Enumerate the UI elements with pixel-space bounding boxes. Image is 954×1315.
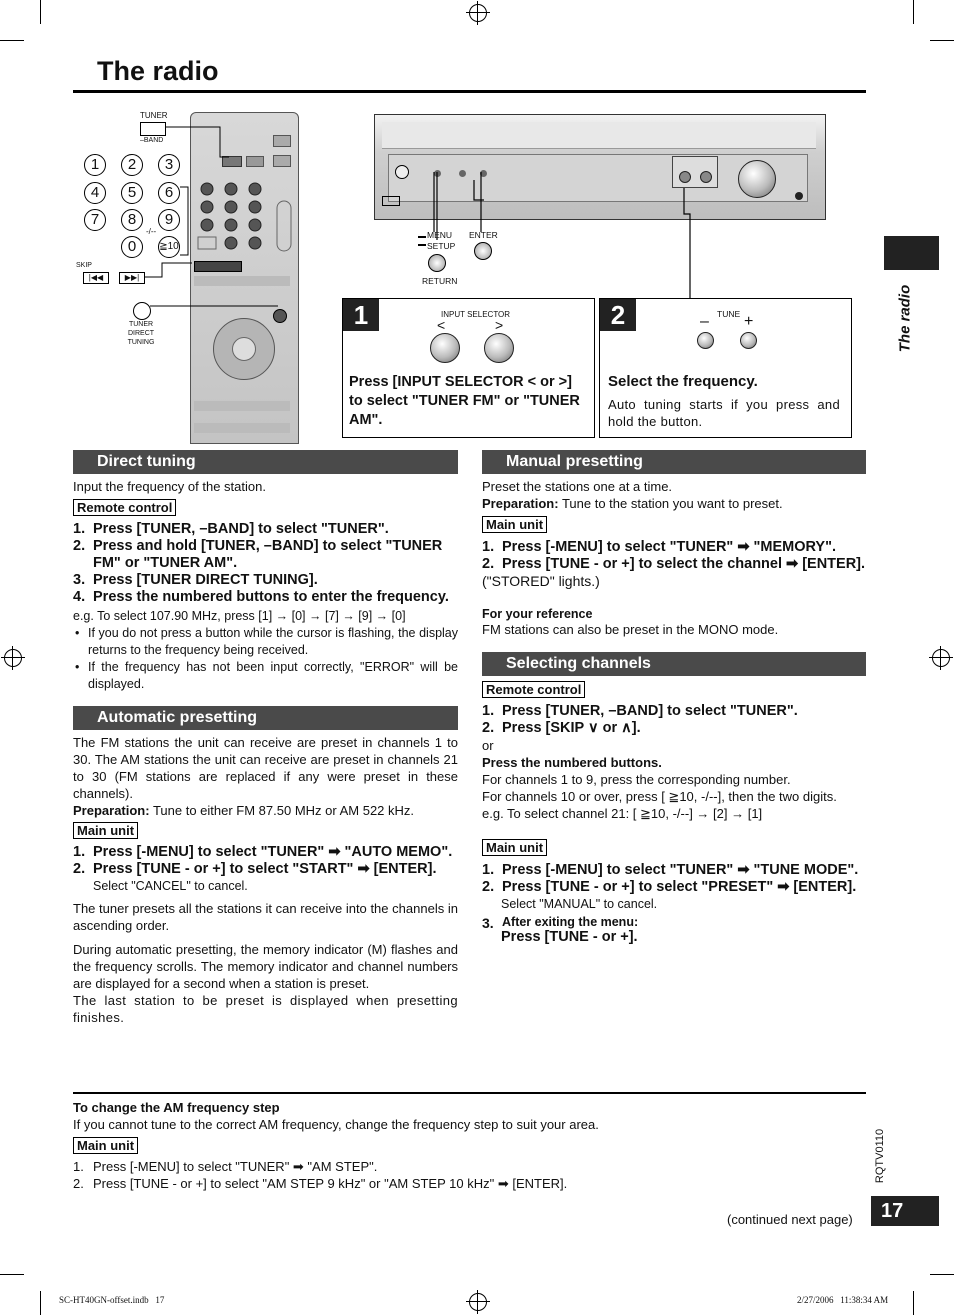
remote-enter-button[interactable] [232, 337, 256, 361]
direct-tuning-example: e.g. To select 107.90 MHz, press [1] → [0] → [7] → [9] → [0] [73, 609, 406, 623]
direct-tuning-intro: Input the frequency of the station. [73, 479, 266, 494]
menu-dash-icon [418, 236, 426, 238]
direct-tuning-step-1: 1. Press [TUNER, –BAND] to select "TUNER". [73, 521, 389, 537]
tune-plus-symbol: + [744, 313, 754, 330]
digit-6-button[interactable]: 6 [158, 182, 180, 204]
remote-button[interactable] [246, 156, 264, 167]
selector-right-symbol: > [495, 317, 504, 333]
remote-effect-row [194, 401, 290, 411]
doc-code: RQTV0110 [874, 1128, 886, 1184]
step-text: Press [TUNE - or +] to select the channel ➡ [ENTER]. [502, 556, 866, 572]
direct-tuning-heading: Direct tuning [73, 450, 458, 474]
crop-mark [40, 1291, 41, 1315]
right-column [482, 450, 866, 946]
remote-transport-row [194, 276, 290, 286]
prep-text: Tune to either FM 87.50 MHz or AM 522 kHz. [149, 802, 415, 818]
digit-9-button[interactable]: 9 [158, 209, 180, 231]
digit-2-button[interactable]: 2 [121, 154, 143, 176]
input-selector-left-knob[interactable] [430, 333, 460, 363]
main-unit-box: Main unit [73, 822, 138, 839]
digit-3-button[interactable]: 3 [158, 154, 180, 176]
step-1-box [342, 298, 595, 438]
manual-presetting-step-1: 1. Press [-MENU] to select "TUNER" ➡ "MEMORY". [482, 539, 836, 555]
auto-presetting-prep [73, 802, 458, 819]
crop-mark [930, 1274, 954, 1275]
crop-mark [0, 40, 24, 41]
power-button[interactable] [395, 165, 409, 179]
step-text: Press [TUNE - or +] to select "PRESET" ➡ [ENTER]. [502, 879, 857, 895]
registration-mark-icon [932, 649, 950, 667]
manual-presetting-heading: Manual presetting [482, 450, 866, 474]
enter-button-icon[interactable] [474, 242, 492, 260]
numbered-line-3: e.g. To select channel 21: [ ≧10, -/--] → [2] → [1] [482, 806, 763, 821]
step-text: Press [SKIP ∨ or ∧]. [502, 720, 641, 736]
selecting-main-step-2: 2. Press [TUNE - or +] to select "PRESET" ➡ [ENTER]. [482, 879, 857, 895]
auto-presetting-heading: Automatic presetting [73, 706, 458, 730]
selecting-step-2: 2. Press [SKIP ∨ or ∧]. [482, 720, 641, 736]
prep-label: Preparation: [482, 496, 559, 511]
tune-plus-button[interactable] [740, 332, 757, 349]
registration-mark-icon [469, 1293, 487, 1311]
tune-label: TUNE [717, 309, 741, 319]
manual-cancel-note: Select "MANUAL" to cancel. [501, 897, 658, 911]
registration-mark-icon [4, 649, 22, 667]
auto-presetting-intro: The FM stations the unit can receive are preset in channels 1 to 30. The AM stations the unit can receive are preset in channels 21 to 30 (FM stations are replaced if any were preset in these channels). [73, 734, 458, 801]
step-text: Press [-MENU] to select "TUNER" ➡ "TUNE MODE". [502, 862, 859, 878]
page-number: 17 [871, 1196, 939, 1226]
footer-date: 2/27/2006 11:38:34 AM [797, 1295, 889, 1305]
auto-presetting-para-2: During automatic presetting, the memory indicator (M) flashes and the frequency scrolls. The memory indicator and channel numbers are displayed for a second when a station is preset. [73, 942, 458, 991]
selector-left-symbol: < [437, 317, 446, 333]
menu-button-icon[interactable] [428, 254, 446, 272]
digit-7-button[interactable]: 7 [84, 209, 106, 231]
direct-tuning-step-3: 3. Press [TUNER DIRECT TUNING]. [73, 572, 318, 588]
setup-button-label: SETUP [427, 241, 456, 251]
tune-minus-symbol: – [700, 313, 709, 330]
or-text: or [482, 738, 494, 753]
step-text: Press [TUNER, –BAND] to select "TUNER". [93, 521, 389, 537]
title-rule [73, 90, 866, 93]
digit-5-button[interactable]: 5 [121, 182, 143, 204]
page-title: The radio [97, 56, 219, 86]
unit-top-strip [382, 122, 816, 149]
direct-tuning-label: TUNER DIRECT TUNING [127, 321, 155, 346]
digit-8-button[interactable]: 8 [121, 209, 143, 231]
left-column [73, 450, 458, 1026]
step-2-heading: Select the frequency. [608, 373, 758, 390]
return-button-label: RETURN [422, 276, 458, 286]
reference-text: FM stations can also be preset in the MONO mode. [482, 622, 779, 637]
bottom-rule [73, 1092, 866, 1094]
digit-1-button[interactable]: 1 [84, 154, 106, 176]
continued-note: (continued next page) [727, 1212, 853, 1227]
auto-cancel-note: Select "CANCEL" to cancel. [93, 878, 248, 893]
step-text: Press [TUNE - or +] to select "START" ➡ [ENTER]. [93, 860, 437, 877]
main-unit-box: Main unit [73, 1137, 138, 1154]
step-3-text: Press [TUNE - or +]. [501, 928, 638, 945]
step-text: Press [TUNER, –BAND] to select "TUNER". [502, 703, 798, 719]
skip-leader [142, 255, 202, 285]
auto-presetting-para-3: The last station to be preset is displayed when presetting finishes. [73, 993, 458, 1025]
selecting-main-step-3: 3. After exiting the menu: [482, 914, 639, 931]
side-label: The radio [896, 284, 914, 353]
crop-mark [0, 1274, 24, 1275]
remote-band-label: –BAND [140, 137, 164, 144]
remote-illustration [70, 105, 305, 445]
remote-control-box: Remote control [73, 499, 176, 516]
crop-mark [913, 0, 914, 24]
prep-text: Tune to the station you want to preset. [558, 496, 783, 511]
selecting-step-1: 1. Press [TUNER, –BAND] to select "TUNER". [482, 703, 798, 719]
selecting-main-step-1: 1. Press [-MENU] to select "TUNER" ➡ "TUNE MODE". [482, 862, 859, 878]
menu-button-label: MENU [427, 230, 453, 240]
manual-presetting-step-2: 2. Press [TUNE - or +] to select the channel ➡ [ENTER]. [482, 556, 866, 572]
remote-control-box: Remote control [482, 681, 585, 698]
prep-label: Preparation: [73, 802, 150, 818]
main-unit-box: Main unit [482, 516, 547, 533]
auto-presetting-step-1: 1. Press [-MENU] to select "TUNER" ➡ "AUTO MEMO". [73, 843, 453, 860]
auto-presetting-step-2: 2. Press [TUNE - or +] to select "START" ➡ [ENTER]. [73, 860, 437, 877]
step-text: Press and hold [TUNER, –BAND] to select "TUNER FM" or "TUNER AM". [93, 538, 443, 571]
crop-mark [40, 0, 41, 24]
step-text: Press [TUNER DIRECT TUNING]. [93, 572, 318, 588]
direct-tuning-bullet: • If you do not press a button while the cursor is flashing, the display returns to the frequency being received. [73, 625, 458, 659]
numbered-buttons-label: Press the numbered buttons. [482, 755, 662, 770]
remote-mode-row [194, 423, 290, 433]
direct-tuning-step-2: 2. Press and hold [TUNER, –BAND] to select "TUNER FM" or "TUNER AM". [73, 538, 443, 571]
direct-tuning-step-4: 4. Press the numbered buttons to enter the frequency. [73, 589, 449, 605]
tune-minus-button[interactable] [697, 332, 714, 349]
manual-presetting-intro: Preset the stations one at a time. [482, 479, 673, 494]
direct-tuning-bullet: • If the frequency has not been input correctly, "ERROR" will be displayed. [73, 659, 458, 693]
am-step-heading: To change the AM frequency step [73, 1100, 280, 1115]
skip-forward-icon[interactable]: ▶▶| [119, 272, 145, 284]
am-step-section [73, 1099, 853, 1192]
registration-mark-icon [469, 4, 487, 22]
am-step-1: 1. Press [-MENU] to select "TUNER" ➡ "AM STEP". [73, 1159, 378, 1174]
phones-jack[interactable] [795, 192, 803, 200]
remote-tuner-label: TUNER [140, 111, 168, 120]
numbered-line-1: For channels 1 to 9, press the corresponding number. [482, 772, 791, 787]
manual-presetting-prep [482, 495, 866, 512]
remote-button[interactable] [273, 135, 291, 147]
setup-dash-icon [418, 244, 426, 246]
footer-file: SC-HT40GN-offset.indb 17 [59, 1295, 165, 1305]
step-1-text: Press [INPUT SELECTOR < or >] to select "TUNER FM" or "TUNER AM". [349, 374, 580, 428]
enter-button-label: ENTER [469, 230, 498, 240]
reference-label: For your reference [482, 607, 593, 621]
step-2-number: 2 [600, 299, 636, 331]
am-step-intro: If you cannot tune to the correct AM frequency, change the frequency step to suit your area. [73, 1117, 599, 1132]
am-step-2: 2. Press [TUNE - or +] to select "AM STEP 9 kHz" or "AM STEP 10 kHz" ➡ [ENTER]. [73, 1176, 568, 1191]
crop-mark [913, 1291, 914, 1315]
step-2-text: Auto tuning starts if you press and hold the button. [608, 397, 840, 429]
step-text: Press [-MENU] to select "TUNER" ➡ "MEMORY". [502, 539, 836, 555]
step-1-number: 1 [343, 299, 379, 331]
remote-tuner-callout-box [140, 122, 166, 136]
volume-knob[interactable] [738, 160, 776, 198]
skip-label: SKIP [76, 262, 92, 269]
numbered-line-2: For channels 10 or over, press [ ≧10, -/--], then the two digits. [482, 789, 837, 804]
skip-back-icon[interactable]: |◀◀ [83, 272, 109, 284]
remote-button[interactable] [273, 155, 291, 167]
step-text: Press [TUNE - or +] to select "AM STEP 9 kHz" or "AM STEP 10 kHz" ➡ [ENTER]. [93, 1176, 568, 1191]
digit-4-button[interactable]: 4 [84, 182, 106, 204]
digit-0-button[interactable]: 0 [121, 236, 143, 258]
input-selector-label: INPUT SELECTOR [441, 310, 511, 319]
input-selector-right-knob[interactable] [484, 333, 514, 363]
disc-slot-icon [382, 196, 400, 206]
step-text: Press [-MENU] to select "TUNER" ➡ "AM STEP". [93, 1159, 378, 1174]
step-text: Press [-MENU] to select "TUNER" ➡ "AUTO MEMO". [93, 843, 453, 860]
auto-presetting-para-1: The tuner presets all the stations it can receive into the channels in ascending order. [73, 901, 458, 933]
direct-tuning-leader [150, 300, 280, 312]
dash-label: -/-- [146, 227, 157, 236]
side-tab [884, 236, 939, 270]
stored-note: ("STORED" lights.) [482, 573, 600, 589]
step-3-label: After exiting the menu: [502, 914, 639, 929]
main-unit-box: Main unit [482, 839, 547, 856]
step-2-box [599, 298, 852, 438]
selecting-channels-heading: Selecting channels [482, 652, 866, 676]
direct-tuning-icon[interactable] [133, 302, 151, 320]
step-text: Press the numbered buttons to enter the frequency. [93, 589, 449, 605]
digits-bracket [170, 185, 200, 265]
ten-plus-button[interactable]: ≧10 [158, 236, 180, 258]
crop-mark [930, 40, 954, 41]
